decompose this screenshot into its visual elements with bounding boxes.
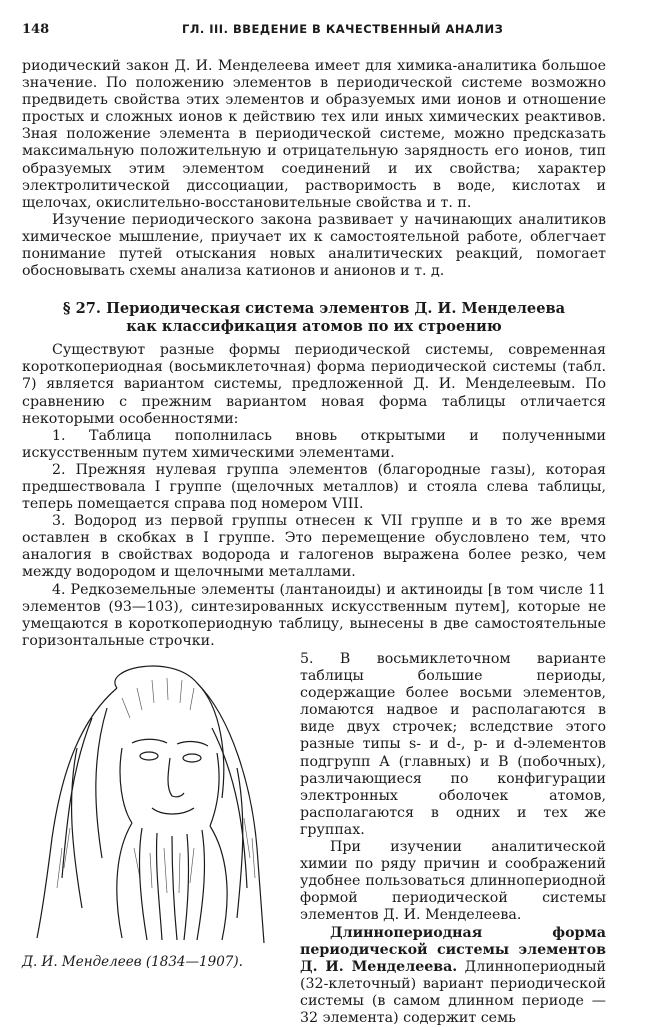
- mendeleev-portrait: [22, 648, 272, 946]
- long-form-heading: Длиннопериодная форма периодической системы элементов Д. И. Менделеева.: [300, 925, 606, 975]
- long-form-text: Длиннопериодный (32-клеточный) вариант периодической системы (в самом длинном периоде — 32 элемента) содержит семь: [300, 959, 606, 1026]
- section-title: [22, 300, 606, 336]
- page-number: 148: [22, 22, 49, 37]
- main-text: [22, 58, 606, 650]
- paragraph-long-form: [300, 925, 606, 1027]
- list-item-2: 2. Прежняя нулевая группа элементов (благородные газы), которая предшествовала I группе (щелочных металлов) и стояла слева таблицы, теперь помещается справа под номером VIII.: [22, 462, 606, 513]
- side-text: [300, 651, 606, 1027]
- running-head: ГЛ. III. ВВЕДЕНИЕ В КАЧЕСТВЕННЫЙ АНАЛИЗ: [182, 22, 503, 36]
- section-title-line2: как классификация атомов по их строению: [22, 318, 606, 336]
- list-item-1: 1. Таблица пополнилась вновь открытыми и полученными искусственным путем химическими элементами.: [22, 428, 606, 462]
- list-item-5: 5. В восьмиклеточном варианте таблицы большие периоды, содержащие более восьми элементов, ломаются надвое и располагаются в виде двух строчек; вследствие этого разные типы s- и d-, p- и d-элементов подгрупп А (главных) и В (побочных), различающиеся по конфигурации электронных оболочек атомов, располагаются в одних и тех же группах.: [300, 651, 606, 839]
- figure-caption: Д. И. Менделеев (1834—1907).: [22, 954, 284, 970]
- paragraph-study: При изучении аналитической химии по ряду причин и соображений удобнее пользоваться длиннопериодной формой периодической системы элементов Д. И. Менделеева.: [300, 839, 606, 924]
- paragraph-continuation: риодический закон Д. И. Менделеева имеет для химика-аналитика большое значение. По положению элементов в периодической системе возможно предвидеть свойства этих элементов и образуемых ими ионов и отношение простых и сложных ионов к действию тех или иных химических реактивов. Зная положение элемента в периодической системе, можно предсказать максимальную положительную и отрицательную зарядность его ионов, тип образуемых этим элементом соединений и их свойства; характер электролитической диссоциации, растворимость в воде, кислотах и щелочах, окислительно-восстановительные свойства и т. п.: [22, 58, 606, 212]
- portrait-figure: [22, 648, 284, 978]
- page-header: [22, 22, 607, 42]
- paragraph-periodic-law: Изучение периодического закона развивает у начинающих аналитиков химическое мышление, приучает их к самостоятельной работе, облегчает понимание путей отыскания новых аналитических реакций, помогает обосновывать схемы анализа катионов и анионов и т. д.: [22, 212, 606, 280]
- section-intro: Существуют разные формы периодической системы, современная короткопериодная (восьмиклеточная) форма периодической системы (табл. 7) является вариантом системы, предложенной Д. И. Менделеевым. По сравнению с прежним вариантом новая форма таблицы отличается некоторыми особенностями:: [22, 342, 606, 427]
- list-item-4: 4. Редкоземельные элементы (лантаноиды) и актиноиды [в том числе 11 элементов (93—103), синтезированных искусственным путем], которые не умещаются в короткопериодную таблицу, вынесены в две самостоятельные горизонтальные строчки.: [22, 582, 606, 650]
- section-title-line1: § 27. Периодическая система элементов Д. И. Менделеева: [22, 300, 606, 318]
- list-item-3: 3. Водород из первой группы отнесен к VII группе и в то же время оставлен в скобках в I группе. Это перемещение обусловлено тем, что аналогия в свойствах водорода и галогенов выражена более резко, чем между водородом и щелочными металлами.: [22, 513, 606, 581]
